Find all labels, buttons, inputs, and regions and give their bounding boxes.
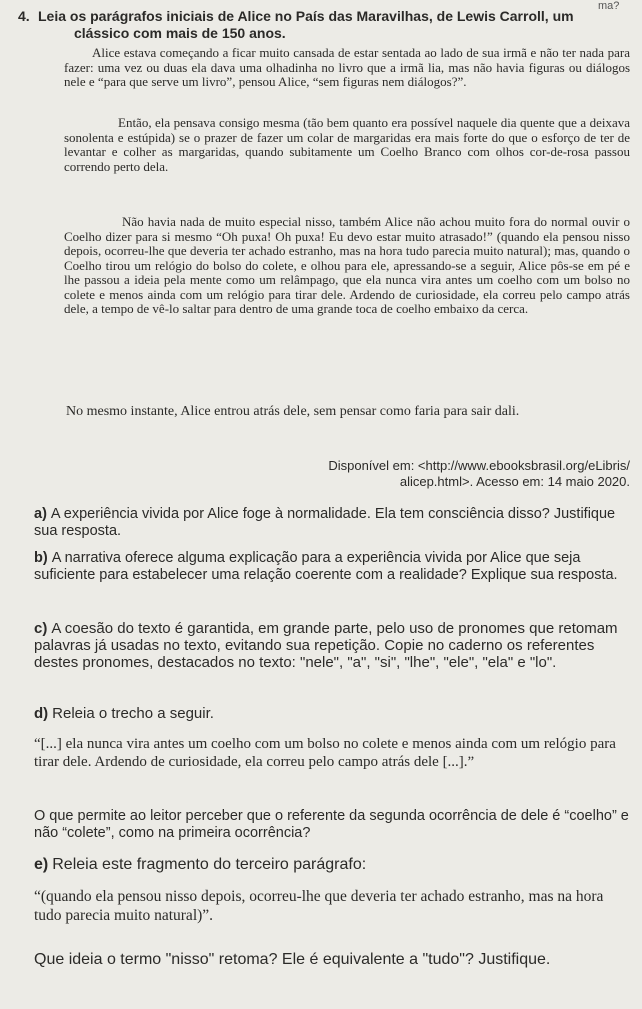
text-paragraph-1: Alice estava começando a ficar muito cansada de estar sentada ao lado de sua irmã e não ter nada para fazer: uma vez ou duas ela dava uma olhadinha no livro que a irmã lia, mas não havia figuras ou diálogos nele e “para que serve um livro”, pensou Alice, “sem figuras nem diálogos?”. — [64, 45, 630, 89]
question-d-quote: “[...] ela nunca vira antes um coelho com um bolso no colete e menos ainda com um relógio para tirar dele. Ardendo de curiosidade, ela correu pelo campo atrás dele [...].” — [34, 736, 616, 770]
corner-fragment: ma? — [598, 0, 620, 12]
question-4-heading — [18, 8, 630, 42]
text-paragraph-2: Então, ela pensava consigo mesma (tão bem quanto era possível naquele dia quente que a deixava sonolenta e estúpida) se o prazer de fazer um colar de margaridas era mais forte do que o esforço de ter de levantar e colher as margaridas, quando subitamente um Coelho Branco com olhos cor-de-rosa passou correndo perto dela. — [64, 115, 630, 174]
question-e-quote: “(quando ela pensou nisso depois, ocorreu-lhe que deveria ter achado estranho, mas na hora tudo parecia muito natural)”. — [34, 888, 604, 924]
question-4-line1: Leia os parágrafos iniciais de Alice no País das Maravilhas, de Lewis Carroll, um — [38, 8, 574, 24]
question-b: b) A narrativa oferece alguma explicação para a experiência vivida por Alice que seja suficiente para estabelecer uma relação coerente com a realidade? Explique sua resposta. — [34, 550, 618, 583]
question-d-prompt: O que permite ao leitor perceber que o referente da segunda ocorrência de dele é “coelho” e não “colete”, como na primeira ocorrência? — [34, 808, 629, 841]
text-paragraph-3: Não havia nada de muito especial nisso, também Alice não achou muito fora do normal ouvir o Coelho dizer para si mesmo “Oh puxa! Oh puxa! Eu devo estar muito atrasado!” (quando ela pensou nisso depois, ocorreu-lhe que deveria ter achado estranho, mas na hora tudo parecia muito natural); mas, quando o Coelho tirou um relógio do bolso do colete, e olhou para ele, apressando-se a seguir, Alice pôs-se em pé e lhe passou a ideia pela mente como um relâmpago, que ela nunca vira antes um coelho com um bolso no colete e menos ainda com um relógio para tirar dele. Ardendo de curiosidade, ela correu pelo campo atrás dele, a tempo de vê-lo saltar para dentro de uma grande toca de coelho embaixo da cerca. — [64, 214, 630, 316]
question-number: 4. — [18, 8, 30, 24]
question-c: c) A coesão do texto é garantida, em grande parte, pelo uso de pronomes que retomam palavras já usadas no texto, evitando sua repetição. Copie no caderno os referentes destes pronomes, destacados no texto: "nele", "a", "si", "lhe", "ele", "ela" e "lo". — [34, 620, 618, 671]
text-paragraph-4: No mesmo instante, Alice entrou atrás dele, sem pensar como faria para sair dali. — [66, 404, 520, 419]
question-4-line2: clássico com mais de 150 anos. — [74, 25, 286, 41]
source-citation: Disponível em: <http://www.ebooksbrasil.org/eLibris/ alicep.html>. Acesso em: 14 maio 2020. — [328, 458, 630, 489]
question-d: d) Releia o trecho a seguir. — [34, 705, 214, 722]
question-e: e) Releia este fragmento do terceiro parágrafo: — [34, 856, 367, 873]
question-e-prompt: Que ideia o termo "nisso" retoma? Ele é equivalente a "tudo"? Justifique. — [34, 951, 551, 968]
question-a: a) A experiência vivida por Alice foge à normalidade. Ela tem consciência disso? Justifique sua resposta. — [34, 506, 616, 539]
